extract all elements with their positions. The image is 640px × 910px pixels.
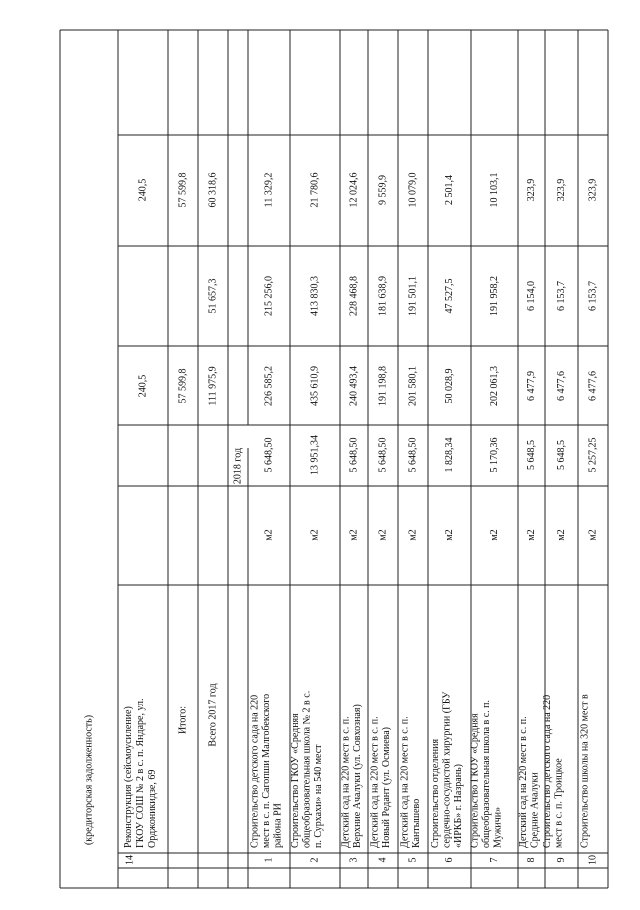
total-cost: 6 477,6 — [587, 371, 599, 401]
total-cost: 226 585,2 — [263, 366, 275, 406]
year-label: 2018 год — [232, 447, 244, 485]
regional-funds: 10 079,0 — [407, 172, 419, 208]
capacity: 1 828,34 — [444, 437, 455, 473]
svg-text:Детский сад на 220 мест в с. п: Детский сад на 220 мест в с. п.Кантышево — [399, 716, 422, 848]
unit: м2 — [263, 529, 275, 541]
regional-funds: 240,5 — [137, 178, 149, 202]
row-name — [369, 716, 392, 848]
regional-funds: 9 559,9 — [377, 175, 389, 205]
capacity: 5 648,5 — [556, 440, 567, 470]
row-name — [579, 694, 590, 848]
row-number: 6 — [444, 857, 455, 863]
capacity: 5 648,5 — [526, 440, 537, 470]
regional-funds: 21 780,6 — [309, 172, 321, 208]
capacity: 5 257,25 — [587, 437, 599, 473]
regional-funds: 12 024,6 — [348, 172, 360, 208]
federal-funds: 47 527,5 — [444, 278, 455, 314]
federal-funds: 215 256,0 — [263, 276, 275, 316]
row-number: 14 — [124, 855, 136, 865]
itogo-value: 57 599,8 — [177, 172, 189, 208]
total-cost: 201 580,1 — [407, 366, 419, 406]
row-number: 1 — [263, 857, 275, 863]
federal-funds: 181 638,9 — [377, 276, 389, 316]
unit: м2 — [309, 529, 321, 541]
row-number: 10 — [587, 855, 599, 865]
row-number: 5 — [407, 857, 419, 863]
regional-funds: 2 501,4 — [444, 175, 455, 205]
total-cost: 240,5 — [137, 374, 149, 398]
federal-funds: 6 153,7 — [587, 281, 599, 311]
row-number: 2 — [309, 857, 321, 863]
capacity: 5 170,36 — [489, 437, 500, 473]
total-cost: 435 610,9 — [309, 366, 321, 406]
unit: м2 — [444, 529, 455, 541]
row-number: 8 — [526, 857, 537, 863]
total-cost: 202 061,3 — [489, 366, 500, 406]
federal-funds: 6 154,0 — [526, 281, 537, 311]
regional-funds: 323,9 — [526, 178, 537, 202]
capacity: 5 648,50 — [377, 437, 389, 473]
vsego-value: 60 318,6 — [207, 172, 219, 208]
svg-text:Детский сад на 220 мест в с. п: Детский сад на 220 мест в с. п.Новый Редант (ул. Осмиева) — [369, 716, 392, 848]
svg-text:Строительство ГКОУ «Средняяобщ: Строительство ГКОУ «Средняяобщеобразовательная школа в с. п.Мужичи» — [469, 699, 504, 848]
itogo-label: Итого: — [177, 705, 189, 735]
federal-funds: 191 501,1 — [407, 276, 419, 316]
svg-text:Детский сад на 220 мест в с. п: Детский сад на 220 мест в с. п.Верхние Ачалуки (ул. Совхозная) — [340, 704, 363, 848]
capacity: 13 951,34 — [309, 435, 321, 475]
total-cost: 240 493,4 — [348, 366, 360, 406]
capacity: 5 648,50 — [348, 437, 360, 473]
unit: м2 — [526, 529, 537, 541]
itogo-total: 57 599,8 — [177, 368, 189, 404]
total-cost: 191 198,8 — [377, 366, 389, 406]
federal-funds: 191 958,2 — [489, 276, 500, 316]
svg-text:Строительство школы на 320 мес: Строительство школы на 320 мест в — [579, 694, 591, 848]
regional-funds: 323,9 — [556, 178, 567, 202]
row-number: 7 — [489, 857, 500, 863]
vsego-fed: 51 657,3 — [207, 278, 219, 314]
row-number: 4 — [377, 857, 389, 863]
unit: м2 — [348, 529, 360, 541]
total-cost: 50 028,9 — [444, 368, 455, 404]
capacity: 5 648,50 — [407, 437, 419, 473]
svg-text:Строительство детского сада на: Строительство детского сада на 220мест в с. п. Сагопши Малгобекскогорайона РИ — [249, 693, 284, 848]
svg-text:Детский сад на 220 мест в с. п: Детский сад на 220 мест в с. п.Средние Ачалуки — [517, 716, 541, 848]
total-cost: 6 477,6 — [556, 371, 567, 401]
unit: м2 — [377, 529, 389, 541]
header-note: (кредиторская задолженность) — [83, 714, 95, 846]
svg-text:Строительство отделениясердечн: Строительство отделениясердечно-сосудистой хирургии (ГБУ«ИРКБ» г. Назрань) — [430, 691, 464, 848]
federal-funds: 6 153,7 — [556, 281, 567, 311]
capacity: 5 648,50 — [263, 437, 275, 473]
svg-text:Реконструкция (сейсмоусиление): Реконструкция (сейсмоусиление)ГКОУ СОШ № 2 в с. п. Яндаре, ул.Орджоникидзе, 69 — [123, 698, 158, 848]
row-number: 3 — [348, 857, 360, 863]
svg-text:Строительство детского сада на: Строительство детского сада на 220мест в с. п. Троицкое — [542, 694, 565, 848]
row-number: 9 — [556, 857, 567, 863]
regional-funds: 323,9 — [587, 178, 599, 202]
unit: м2 — [556, 529, 567, 541]
vsego-total: 111 975,9 — [207, 366, 219, 406]
row-name — [340, 704, 363, 848]
unit: м2 — [587, 529, 599, 541]
unit: м2 — [489, 529, 500, 541]
svg-text:Строительство ГКОУ «Средняяобщ: Строительство ГКОУ «Средняяобщеобразовательная школа № 2 в с.п. Сурхахи» на 540 мест — [289, 690, 324, 848]
vsego-label: Всего 2017 год — [207, 683, 219, 747]
federal-funds: 228 468,8 — [348, 276, 360, 316]
regional-funds: 11 329,2 — [263, 172, 275, 208]
regional-funds: 10 103,1 — [489, 172, 500, 208]
federal-funds: 413 830,3 — [309, 276, 321, 316]
total-cost: 6 477,9 — [526, 371, 537, 401]
unit: м2 — [407, 529, 419, 541]
